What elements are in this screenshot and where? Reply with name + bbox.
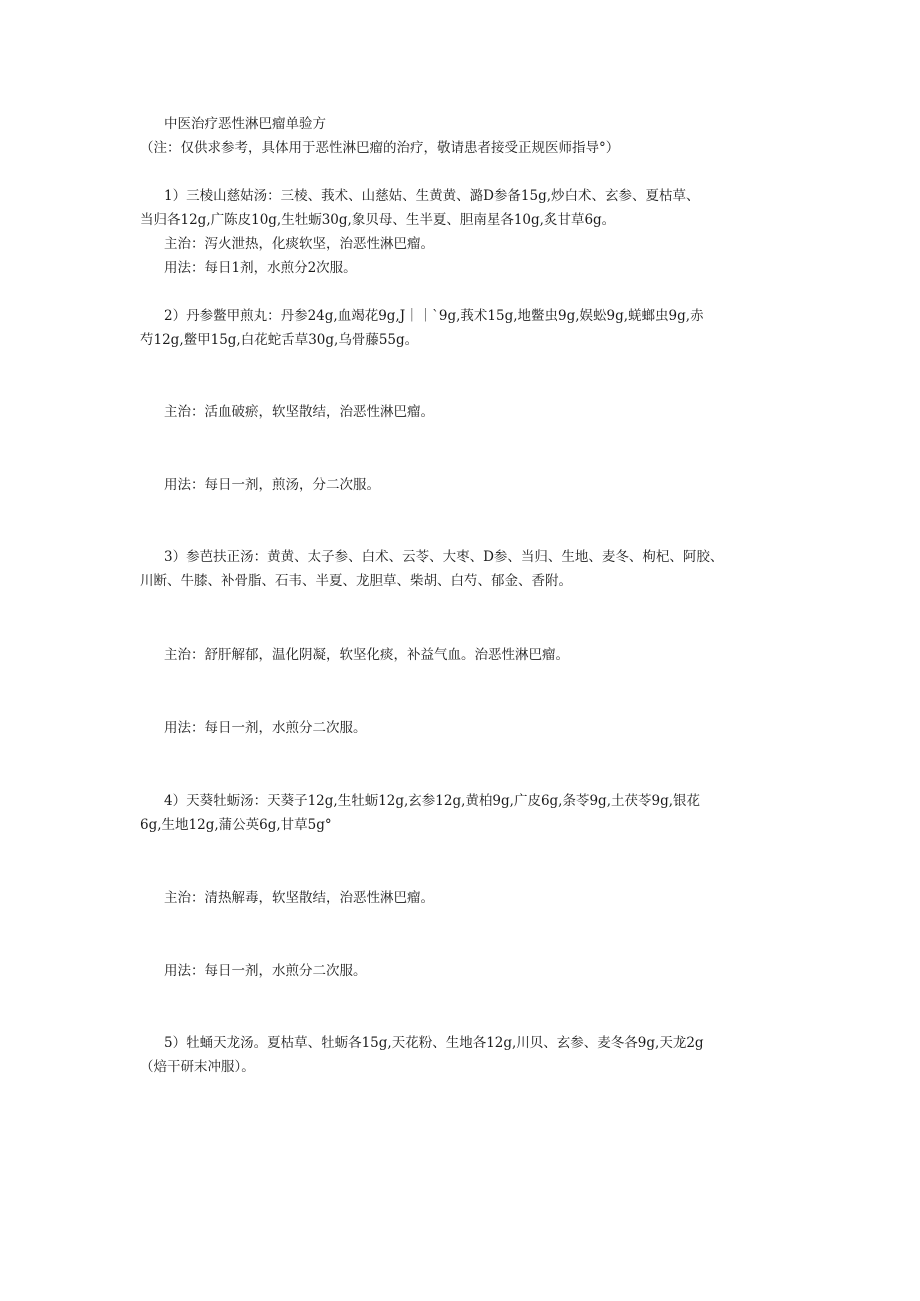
prescription-3-line-2: 川断、牛膝、补骨脂、石韦、半夏、龙胆草、柴胡、白芍、郁金、香附。 bbox=[140, 573, 572, 589]
disclaimer-note: （注：仅供求参考，具体用于恶性淋巴瘤的治疗，敬请患者接受正规医师指导°） bbox=[140, 140, 620, 156]
prescription-1-usage: 用法：每日1剂，水煎分2次服。 bbox=[164, 260, 357, 276]
prescription-2-usage: 用法：每日一剂，煎汤，分二次服。 bbox=[164, 477, 380, 493]
prescription-1-line-2: 当归各12g,广陈皮10g,生牡蛎30g,象贝母、生半夏、胆南星各10g,炙甘草6g。 bbox=[140, 212, 616, 228]
prescription-3-indication: 主治：舒肝解郁，温化阴凝，软坚化痰，补益气血。治恶性淋巴瘤。 bbox=[164, 647, 569, 663]
prescription-4-usage: 用法：每日一剂，水煎分二次服。 bbox=[164, 963, 367, 979]
prescription-5-line-2: （焙干研末冲服）。 bbox=[140, 1059, 255, 1075]
prescription-3-line-1: 3）参芭扶正汤：黄黄、太子参、白术、云苓、大枣、D参、当归、生地、麦冬、枸杞、阿胶、 bbox=[164, 549, 724, 565]
prescription-3-usage: 用法：每日一剂，水煎分二次服。 bbox=[164, 720, 367, 736]
prescription-2-line-1: 2）丹参鳖甲煎丸：丹参24g,血竭花9g,J｜｜`9g,莪术15g,地鳖虫9g,娱蚣9g,蜣螂虫9g,赤 bbox=[164, 308, 704, 324]
prescription-1-indication: 主治：泻火泄热，化痰软坚，治恶性淋巴瘤。 bbox=[164, 236, 434, 252]
document-title: 中医治疗恶性淋巴瘤单验方 bbox=[164, 116, 326, 132]
prescription-4-line-2: 6g,生地12g,蒲公英6g,甘草5g° bbox=[140, 817, 332, 833]
prescription-4-indication: 主治：清热解毒，软坚散结，治恶性淋巴瘤。 bbox=[164, 890, 434, 906]
prescription-2-indication: 主治：活血破瘀，软坚散结，治恶性淋巴瘤。 bbox=[164, 404, 434, 420]
prescription-2-line-2: 芍12g,鳖甲15g,白花蛇舌草30g,乌骨藤55g。 bbox=[140, 332, 419, 348]
prescription-5-line-1: 5）牡蛹天龙汤。夏枯草、牡蛎各15g,天花粉、生地各12g,川贝、玄参、麦冬各9g,天龙2g bbox=[164, 1035, 704, 1051]
prescription-4-line-1: 4）天葵牡蛎汤：天葵子12g,生牡蛎12g,玄参12g,黄柏9g,广皮6g,条苓9g,土茯苓9g,银花 bbox=[164, 793, 701, 809]
prescription-1-line-1: 1）三棱山慈姑汤：三棱、莪术、山慈姑、生黄黄、潞D参备15g,炒白术、玄参、夏枯草、 bbox=[164, 188, 700, 204]
